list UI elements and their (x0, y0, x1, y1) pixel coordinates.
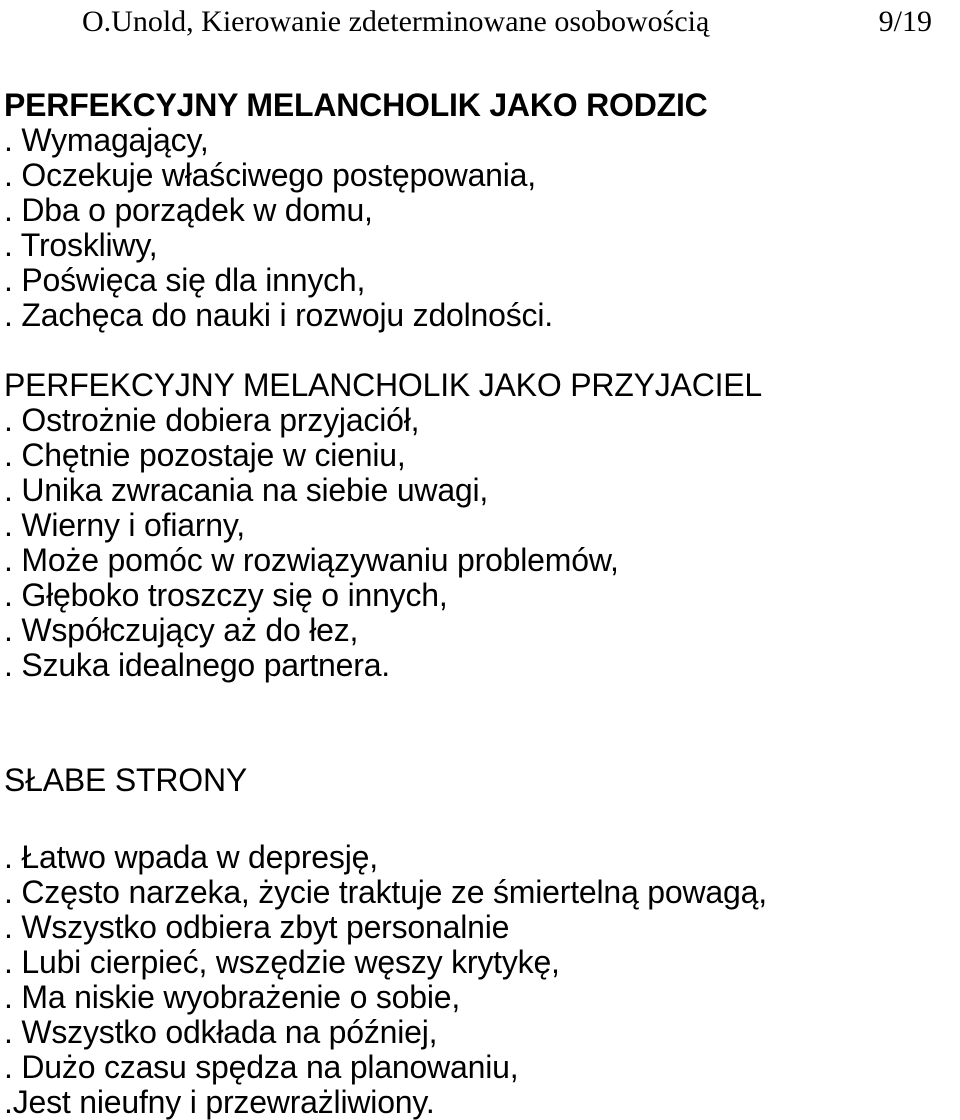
list-item: . Głęboko troszczy się o innych, (4, 577, 448, 613)
list-item: . Wymagający, (4, 122, 209, 158)
weaknesses-list (4, 840, 956, 1120)
list-item: . Wszystko odkłada na później, (4, 1014, 438, 1050)
list-item: . Troskliwy, (4, 227, 158, 263)
list-item: . Wszystko odbiera zbyt personalnie (4, 909, 510, 945)
list-item: . Ostrożnie dobiera przyjaciół, (4, 402, 420, 438)
list-item: .Jest nieufny i przewrażliwiony. (4, 1084, 435, 1120)
friend-traits-list (4, 403, 956, 683)
list-item: . Może pomóc w rozwiązywaniu problemów, (4, 542, 619, 578)
list-item: . Często narzeka, życie traktuje ze śmiertelną powagą, (4, 874, 767, 910)
section-weaknesses (4, 763, 956, 1120)
list-item: . Poświęca się dla innych, (4, 262, 366, 298)
document-body (4, 88, 956, 1120)
section-heading-weaknesses: SŁABE STRONY (4, 762, 248, 798)
spacer (4, 798, 956, 840)
list-item: . Unika zwracania na siebie uwagi, (4, 472, 489, 508)
list-item: . Dużo czasu spędza na planowaniu, (4, 1049, 519, 1085)
page-header (0, 4, 960, 40)
spacer (4, 683, 956, 763)
spacer (4, 333, 956, 368)
section-heading-parent: PERFEKCYJNY MELANCHOLIK JAKO RODZIC (4, 87, 708, 123)
list-item: . Współczujący aż do łez, (4, 612, 359, 648)
parent-traits-list (4, 123, 956, 333)
section-friend (4, 368, 956, 683)
list-item: . Zachęca do nauki i rozwoju zdolności. (4, 297, 553, 333)
list-item: . Oczekuje właściwego postępowania, (4, 157, 536, 193)
section-parent (4, 88, 956, 333)
list-item: . Łatwo wpada w depresję, (4, 839, 378, 875)
page-number: 9/19 (878, 5, 932, 38)
list-item: . Wierny i ofiarny, (4, 507, 245, 543)
section-heading-friend: PERFEKCYJNY MELANCHOLIK JAKO PRZYJACIEL (4, 367, 763, 403)
list-item: . Ma niskie wyobrażenie o sobie, (4, 979, 461, 1015)
document-title: O.Unold, Kierowanie zdeterminowane osobowością (82, 5, 710, 38)
list-item: . Chętnie pozostaje w cieniu, (4, 437, 406, 473)
list-item: . Lubi cierpieć, wszędzie węszy krytykę, (4, 944, 560, 980)
list-item: . Dba o porządek w domu, (4, 192, 373, 228)
list-item: . Szuka idealnego partnera. (4, 647, 390, 683)
